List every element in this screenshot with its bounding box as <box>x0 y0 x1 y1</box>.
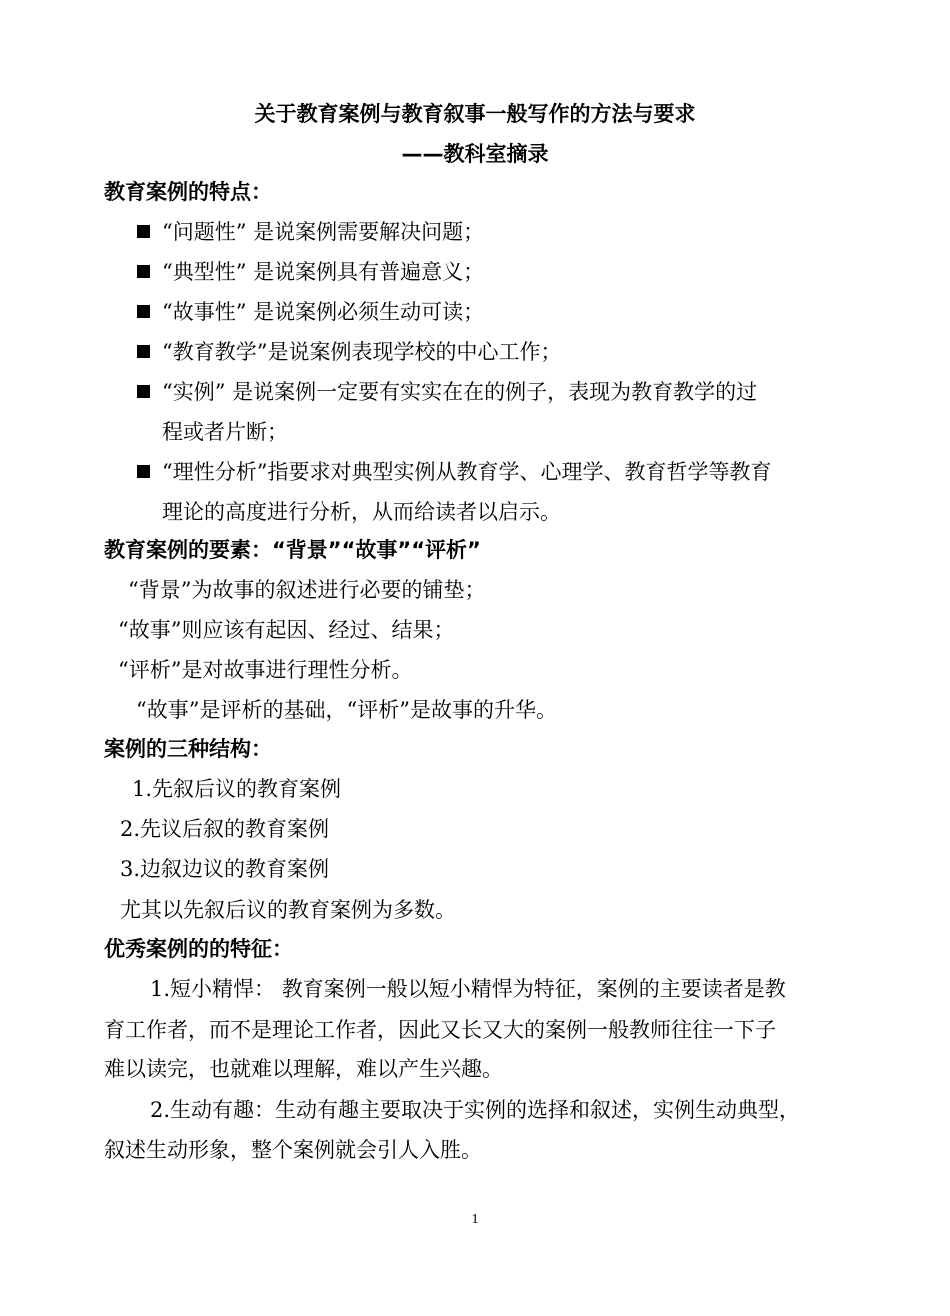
document-title: 关于教育案例与教育叙事一般写作的方法与要求 <box>254 102 696 126</box>
list-item: “问题性” 是说案例需要解决问题； <box>162 220 485 244</box>
list-item: “教育教学”是说案例表现学校的中心工作； <box>162 340 562 364</box>
section-heading-excellent-features: 优秀案例的的特征： <box>104 937 293 961</box>
bullet-square-icon <box>137 225 150 238</box>
document-subtitle: ——教科室摘录 <box>401 142 549 166</box>
paragraph-line: “背景”为故事的叙述进行必要的铺垫； <box>128 578 486 602</box>
page-number: 1 <box>471 1212 479 1227</box>
bullet-square-icon <box>137 385 150 398</box>
paragraph-line: 2.先议后叙的教育案例 <box>120 817 330 841</box>
paragraph-line: 2.生动有趣：生动有趣主要取决于实例的选择和叙述，实例生动典型， <box>150 1098 801 1122</box>
list-item: “实例” 是说案例一定要有实实在在的例子，表现为教育教学的过 <box>162 380 758 404</box>
list-item: “故事性” 是说案例必须生动可读； <box>162 300 485 324</box>
paragraph-line: “评析”是对故事进行理性分析。 <box>118 658 413 682</box>
paragraph-line: “故事”则应该有起因、经过、结果； <box>118 618 455 642</box>
paragraph-line: 育工作者，而不是理论工作者，因此又长又大的案例一般教师往往一下子 <box>104 1018 776 1042</box>
list-item-continuation: 理论的高度进行分析，从而给读者以启示。 <box>162 500 561 524</box>
bullet-square-icon <box>137 305 150 318</box>
section-heading-elements: 教育案例的要素：“背景”“故事”“评析” <box>104 538 481 562</box>
paragraph-line: 尤其以先叙后议的教育案例为多数。 <box>120 898 456 922</box>
list-item: “理性分析”指要求对典型实例从教育学、心理学、教育哲学等教育 <box>162 460 772 484</box>
paragraph-line: 1.先叙后议的教育案例 <box>132 777 342 801</box>
bullet-square-icon <box>137 345 150 358</box>
list-item: “典型性” 是说案例具有普遍意义； <box>162 260 485 284</box>
paragraph-line: 1.短小精悍： 教育案例一般以短小精悍为特征，案例的主要读者是教 <box>150 977 786 1001</box>
paragraph-line: 叙述生动形象，整个案例就会引人入胜。 <box>104 1138 482 1162</box>
paragraph-line: 难以读完，也就难以理解，难以产生兴趣。 <box>104 1057 503 1081</box>
section-heading-features: 教育案例的特点： <box>104 180 272 204</box>
list-item-continuation: 程或者片断； <box>162 420 288 444</box>
bullet-square-icon <box>137 265 150 278</box>
bullet-square-icon <box>137 465 150 478</box>
paragraph-line: 3.边叙边议的教育案例 <box>120 857 330 881</box>
section-heading-structures: 案例的三种结构： <box>104 737 272 761</box>
paragraph-line: “故事”是评析的基础，“评析”是故事的升华。 <box>136 698 557 722</box>
